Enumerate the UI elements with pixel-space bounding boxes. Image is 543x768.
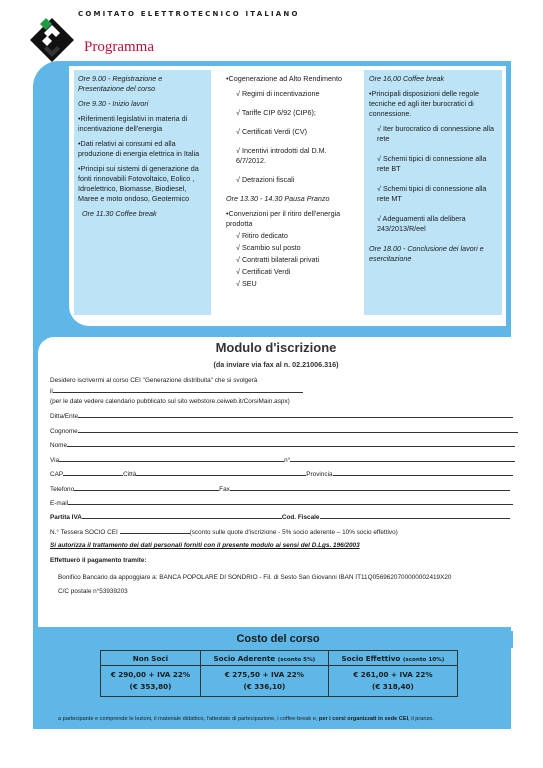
program-subitem: √ Certificati Verdi xyxy=(226,267,351,277)
ditta-row xyxy=(50,411,513,420)
schedule-end: Ore 18.00 - Conclusione dei lavori e esercitazione xyxy=(369,244,484,263)
cf-label: Cod. Fiscale xyxy=(281,514,320,521)
form-subtitle: (da inviare via fax al n. 02.21006.316) xyxy=(213,360,339,369)
cost-header-cell xyxy=(200,651,328,666)
program-subitem: √ SEU xyxy=(226,279,351,289)
footer-bold: per i corsi organizzati in sede CEI xyxy=(318,716,409,722)
cost-title: Costo del corso xyxy=(43,631,513,648)
cognome-label: Cognome xyxy=(50,428,78,435)
program-subitem: √ Certificati Verdi (CV) xyxy=(226,127,351,137)
nome-label: Nome xyxy=(50,442,68,449)
program-column-1 xyxy=(74,70,211,315)
cei-logo xyxy=(28,16,76,64)
schedule-registration: Ore 9.00 - Registrazione e Presentazione del corso xyxy=(78,74,163,93)
cost-header-discount: (sconto 5%) xyxy=(277,656,316,663)
program-subitem: √ Incentivi introdotti dal D.M. 6/7/2012. xyxy=(226,146,351,166)
socio-row xyxy=(50,527,398,536)
price-line: € 275,50 + IVA 22% xyxy=(224,670,304,679)
organization-name: COMITATO ELETTROTECNICO ITALIANO xyxy=(78,10,300,18)
cost-header-label: Socio Effettivo xyxy=(341,653,401,663)
fiscal-row xyxy=(50,512,510,521)
nome-field[interactable] xyxy=(67,440,515,447)
nome-row xyxy=(50,440,515,449)
program-item: • Principi sui sistemi di generazione da fonti rinnovabili Fotovoltaico, Eolico , Idroelettrico, Biomasse, Biodiesel, Maree e moto ondoso, Geotermico xyxy=(78,164,207,204)
ditta-field[interactable] xyxy=(78,411,513,418)
cost-cell xyxy=(200,666,328,697)
privacy-consent: Si autorizza il trattamento dei dati personali forniti con il presente modulo ai sensi del D.Lgs. 196/2003 xyxy=(50,542,360,549)
program-column-2 xyxy=(223,70,354,315)
registration-form xyxy=(50,340,522,369)
form-title: Modulo d'iscrizione xyxy=(215,340,337,355)
price-line: € 261,00 + IVA 22% xyxy=(353,670,433,679)
piva-label: Partita IVA xyxy=(50,514,82,521)
cost-header-label: Socio Aderente xyxy=(213,653,276,663)
postal-account: C/C postale n°53939203 xyxy=(58,588,128,595)
telefono-row xyxy=(50,484,510,493)
date-label: il xyxy=(50,388,53,395)
schedule-coffee-break: Ore 11.30 Coffee break xyxy=(82,209,157,218)
page-title: Programma xyxy=(84,39,154,55)
cognome-field[interactable] xyxy=(78,426,518,433)
cap-label: CAP xyxy=(50,471,64,478)
footer-end: , il pranzo. xyxy=(408,716,434,722)
cost-table xyxy=(100,650,458,697)
citta-field[interactable] xyxy=(136,469,306,476)
cf-field[interactable] xyxy=(320,512,510,519)
cost-header-cell: Non Soci xyxy=(101,651,201,666)
program-subitem: √ Schemi tipici di connessione alla rete BT xyxy=(369,154,497,174)
piva-field[interactable] xyxy=(82,512,282,519)
cost-header-discount: (sconto 10%) xyxy=(402,656,445,663)
provincia-label: Provincia xyxy=(306,471,333,478)
calendar-note: (per le date vedere calendario pubblicato sul sito webstore.ceiweb.it/CorsiMain.aspx) xyxy=(50,398,290,405)
cap-field[interactable] xyxy=(63,469,123,476)
telefono-field[interactable] xyxy=(74,484,219,491)
cost-price-row xyxy=(101,666,458,697)
email-row xyxy=(50,498,513,507)
form-intro: Desidero iscrivermi al corso CEI "Generazione distribuita" che si svolgerà xyxy=(50,377,258,384)
cost-header-cell xyxy=(328,651,457,666)
footer-text: a partecipante e comprende le lezioni, il materiale didattico, l'attestato di partecipazione, i coffee-break e, xyxy=(58,716,319,722)
price-total: (€ 318,40) xyxy=(371,682,414,691)
program-subitem: √ Scambio sul posto xyxy=(226,243,351,253)
citta-label: Città xyxy=(123,471,137,478)
program-subitem: √ Detrazioni fiscali xyxy=(226,175,351,185)
program-item: • Cogenerazione ad Alto Rendimento xyxy=(226,74,351,84)
payment-label: Effettuerò il pagamento tramite: xyxy=(50,557,147,564)
cost-cell xyxy=(328,666,457,697)
numero-label: n° xyxy=(284,457,291,464)
footer-note xyxy=(58,716,518,722)
email-label: E-mail xyxy=(50,500,69,507)
bank-transfer: Bonifico Bancario da appoggiare a: BANCA POPOLARE DI SONDRIO - Fil. di Sesto San Giovanni IBAN IT11Q0569620700000002419X20 xyxy=(58,574,452,581)
fax-label: Fax xyxy=(219,486,230,493)
price-total: (€ 336,10) xyxy=(243,682,286,691)
provincia-field[interactable] xyxy=(333,469,513,476)
program-subitem: √ Tariffe CIP 6/92 (CIP6); xyxy=(226,108,351,118)
fax-field[interactable] xyxy=(230,484,510,491)
program-column-3 xyxy=(364,70,502,315)
socio-field[interactable] xyxy=(120,527,190,534)
program-subitem: √ Ritiro dedicato xyxy=(226,231,351,241)
schedule-start: Ore 9.30 - Inizio lavori xyxy=(78,99,149,108)
cost-header-row xyxy=(101,651,458,666)
program-subitem: √ Schemi tipici di connessione alla rete MT xyxy=(369,184,497,204)
price-line: € 290,00 + IVA 22% xyxy=(110,670,191,679)
via-label: Via xyxy=(50,457,60,464)
cap-row xyxy=(50,469,513,478)
program-subitem: √ Iter burocratico di connessione alla rete xyxy=(369,124,497,144)
cognome-row xyxy=(50,426,518,435)
socio-note: (sconto sulle quote d'iscrizione - 5% socio aderente – 10% socio effettivo) xyxy=(189,529,398,536)
date-field[interactable] xyxy=(53,386,303,393)
program-item: • Principali disposizioni delle regole tecniche ed agli iter burocratici di connessione. xyxy=(369,89,497,119)
via-row xyxy=(50,455,515,464)
email-field[interactable] xyxy=(68,498,513,505)
schedule-lunch: Ore 13.30 - 14.30 Pausa Pranzo xyxy=(226,194,330,203)
cost-cell xyxy=(101,666,201,697)
socio-label: N.° Tessera SOCIO CEI xyxy=(50,529,118,536)
program-subitem: √ Contratti bilaterali privati xyxy=(226,255,351,265)
program-item: • Riferimenti legislativi in materia di incentivazione dell'energia xyxy=(78,114,207,134)
numero-field[interactable] xyxy=(290,455,515,462)
program-subitem: √ Regimi di incentivazione xyxy=(226,89,351,99)
program-subitem: √ Adeguamenti alla delibera 243/2013/R/eel xyxy=(369,214,497,234)
program-item: • Dati relativi ai consumi ed alla produzione di energia elettrica in Italia xyxy=(78,139,207,159)
price-total: (€ 353,80) xyxy=(129,682,172,691)
via-field[interactable] xyxy=(59,455,284,462)
telefono-label: Telefono xyxy=(50,486,75,493)
date-row xyxy=(50,386,303,395)
ditta-label: Ditta/Ente xyxy=(50,413,79,420)
schedule-coffee-break-2: Ore 16,00 Coffee break xyxy=(369,74,445,83)
program-item: • Convenzioni per il ritiro dell'energia prodotta xyxy=(226,209,351,229)
